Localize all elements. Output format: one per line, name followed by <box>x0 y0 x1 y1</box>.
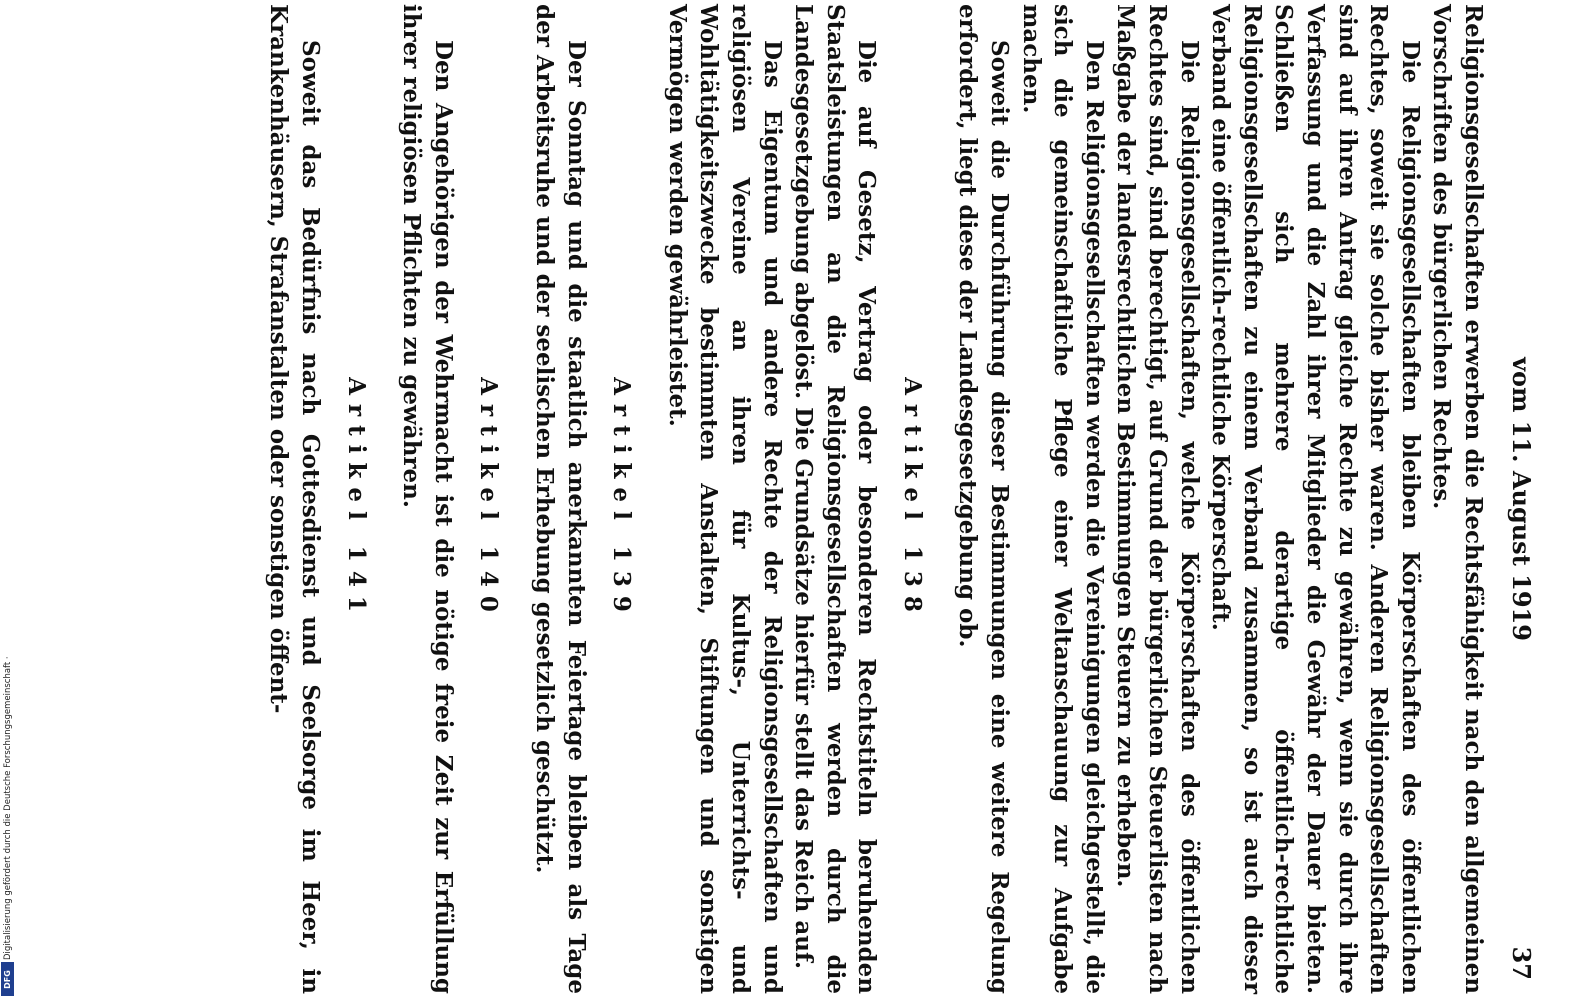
digitization-credit: Digitalisierung gefördert durch die Deutsche Forschungsgemeinschaft · <box>3 656 13 960</box>
paragraph: Die Religionsgesellschaften, welche Körperschaften des öffentlichen Rechtes sind, sind berechtigt, auf Grund der bürgerlichen Steuerlisten nach Maßgabe der landesrechtlichen Bestimmungen Steuern zu erheben. <box>1112 4 1203 994</box>
article-title: Artikel 141 <box>342 377 370 621</box>
article-title: Artikel 138 <box>898 377 926 621</box>
digitization-credit-strip <box>0 0 16 1000</box>
header-date: vom 11. August 1919 <box>1507 357 1536 641</box>
page-header <box>1496 4 1536 994</box>
dfg-logo-text: DFG <box>3 969 13 989</box>
paragraph: Das Eigentum und andere Rechte der Religionsgesellschaften und religiösen Vereine an ihren für Kultus-, Unterrichts- und Wohltätigkeitszwecke bestimmten Anstalten, Stiftungen und sonstigen Vermögen werden gewährleistet. <box>663 4 786 994</box>
page-body <box>263 4 1489 994</box>
paragraph: Die Religionsgesellschaften bleiben Körperschaften des öffentlichen Rechtes, soweit sie solche bisher waren. Anderen Religionsgesellschaften sind auf ihren Antrag gleiche Rechte zu gewähren, wenn sie durch ihre Verfassung und die Zahl ihrer Mitglieder die Gewähr der Dauer bieten. Schließen sich mehrere derartige öffentlich-rechtliche Religionsgesellschaften zu einem Verband zusammen, so ist auch dieser Verband eine öffentlich-rechtliche Körperschaft. <box>1207 4 1424 994</box>
paragraph: Den Angehörigen der Wehrmacht ist die nötige freie Zeit zur Erfüllung ihrer religiösen Pflichten zu gewähren. <box>398 4 457 994</box>
document-page <box>114 4 1544 994</box>
paragraph: Den Religionsgesellschaften werden die Vereinigungen gleichgestellt, die sich die gemeinschaftliche Pflege einer Weltanschauung zur Aufgabe machen. <box>1017 4 1108 994</box>
paragraph: Religionsgesellschaften erwerben die Rechtsfähigkeit nach den allgemeinen Vorschriften des bürgerlichen Rechtes. <box>1428 4 1487 994</box>
article-title: Artikel 139 <box>608 377 636 621</box>
paragraph: Die auf Gesetz, Vertrag oder besonderen Rechtstiteln beruhenden Staatsleistungen an die Religionsgesellschaften werden durch die Landesgesetzgebung abgelöst. Die Grundsätze hierfür stellt das Reich auf. <box>790 4 881 994</box>
page-number: 37 <box>1507 946 1536 980</box>
paragraph: Soweit die Durchführung dieser Bestimmungen eine weitere Regelung erfordert, liegt diese der Landesgesetzgebung ob. <box>954 4 1014 994</box>
paragraph: Der Sonntag und die staatlich anerkannten Feiertage bleiben als Tage der Arbeitsruhe und der seelischen Erhebung gesetzlich geschützt. <box>530 4 590 994</box>
dfg-logo <box>1 962 14 996</box>
paragraph: Soweit das Bedürfnis nach Gottesdienst und Seelsorge im Heer, in Krankenhäusern, Strafanstalten oder sonstigen öffent- <box>265 4 324 994</box>
article-title: Artikel 140 <box>475 377 503 621</box>
